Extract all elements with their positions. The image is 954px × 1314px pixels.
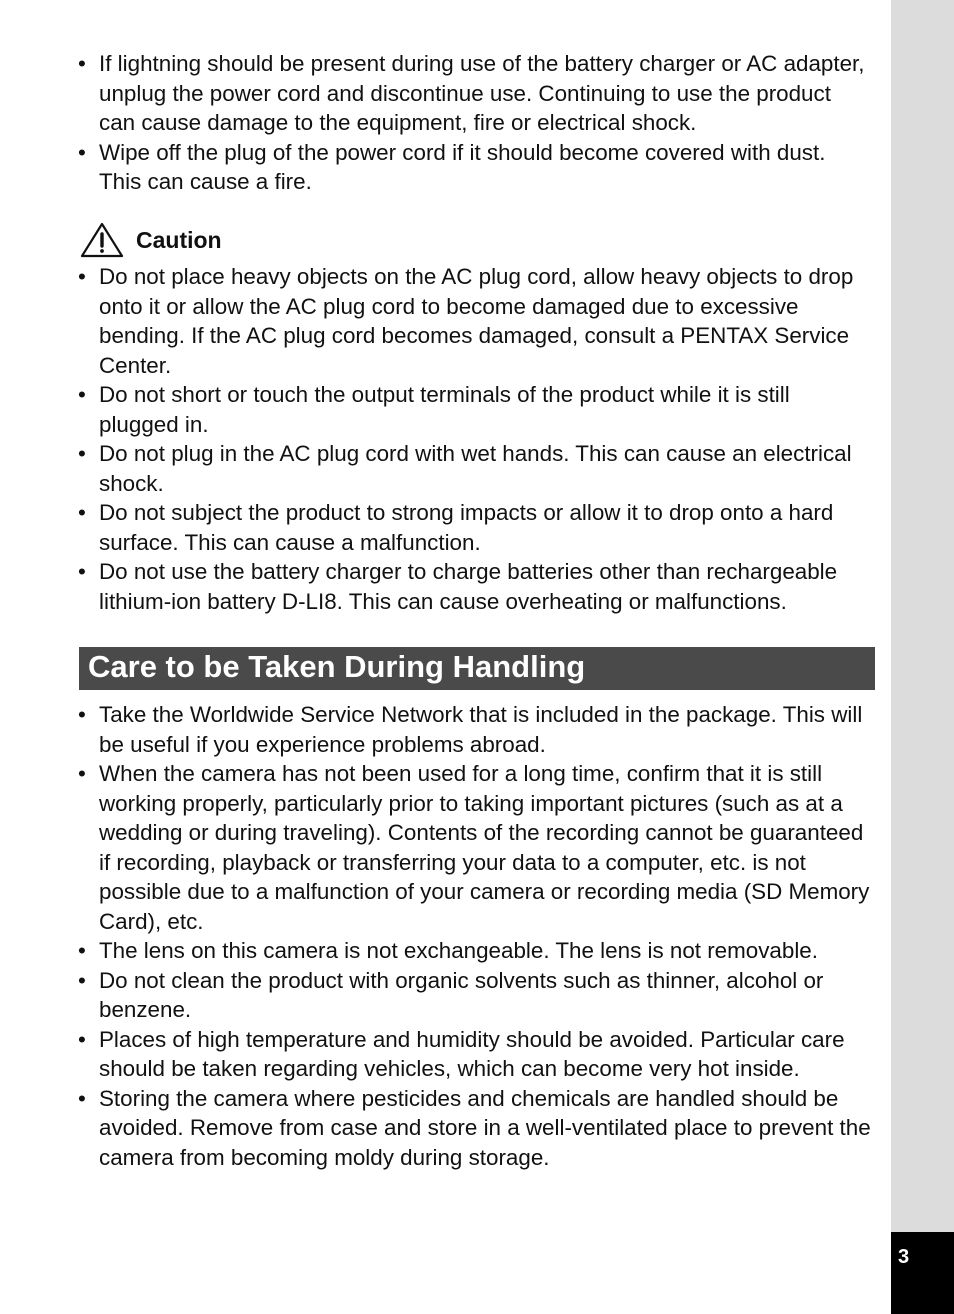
caution-list [78,262,873,616]
list-item-text: Wipe off the plug of the power cord if it should become covered with dust. This can cause a fire. [99,139,826,194]
bullet-marker: • [78,500,86,525]
list-item [78,380,873,439]
list-item [78,966,873,1025]
section-title: Care to be Taken During Handling [88,649,586,684]
warning-triangle-icon [80,222,124,258]
list-item [78,262,873,380]
handling-list [78,700,873,1172]
caution-label: Caution [136,227,222,253]
list-item-text: Do not subject the product to strong impacts or allow it to drop onto a hard surface. This can cause a malfunction. [99,500,834,555]
list-item-text: Do not clean the product with organic solvents such as thinner, alcohol or benzene. [99,967,824,1022]
bullet-marker: • [78,441,86,466]
bullet-marker: • [78,702,86,727]
list-item-text: The lens on this camera is not exchangeable. The lens is not removable. [99,938,818,963]
list-item [78,439,873,498]
list-item-text: Places of high temperature and humidity should be avoided. Particular care should be taken regarding vehicles, which can become very hot inside. [99,1026,845,1081]
list-item-text: Take the Worldwide Service Network that is included in the package. This will be useful if you experience problems abroad. [99,702,863,757]
list-item-text: Storing the camera where pesticides and chemicals are handled should be avoided. Remove from case and store in a well-ventilated place to prevent the camera from becoming moldy during storage. [99,1085,871,1170]
safety-list-top [78,49,873,197]
bullet-marker: • [78,51,86,76]
bullet-marker: • [78,967,86,993]
list-item-text: Do not use the battery charger to charge batteries other than rechargeable lithium-ion battery D-LI8. This can cause overheating or malfunctions. [99,559,838,614]
list-item-text: Do not plug in the AC plug cord with wet hands. This can cause an electrical shock. [99,441,852,496]
list-item-text: If lightning should be present during use of the battery charger or AC adapter, unplug the power cord and discontinue use. Continuing to use the product can cause damage to the equipment, fire or electrical shock. [99,51,865,135]
list-item [78,1025,873,1084]
list-item [78,936,873,966]
page-number: 3 [898,1246,910,1268]
list-item [78,759,873,936]
bullet-marker: • [78,382,86,407]
section-heading-bar [79,647,875,690]
list-item [78,700,873,759]
list-item-text: When the camera has not been used for a long time, confirm that it is still working properly, particularly prior to taking important pictures (such as at a wedding or during traveling). Contents of the recording cannot be guaranteed if recording, playback or transferring your data to a computer, etc. is not possible due to a malfunction of your camera or recording media (SD Memory Card), etc. [99,761,870,934]
bullet-marker: • [78,139,86,165]
bullet-marker: • [78,1026,86,1052]
caution-heading [80,222,222,258]
bullet-marker: • [78,559,86,584]
list-item-text: Do not place heavy objects on the AC plug cord, allow heavy objects to drop onto it or allow the AC plug cord to become damaged due to excessive bending. If the AC plug cord becomes damaged, consult a PENTAX Service Center. [99,264,854,378]
list-item [78,1084,873,1173]
list-item [78,138,873,197]
list-item [78,49,873,138]
list-item [78,557,873,616]
page-edge-sidebar [891,0,954,1314]
bullet-marker: • [78,761,86,786]
bullet-marker: • [78,264,86,289]
bullet-marker: • [78,938,86,963]
bullet-marker: • [78,1085,86,1111]
list-item [78,498,873,557]
list-item-text: Do not short or touch the output terminals of the product while it is still plugged in. [99,382,790,437]
